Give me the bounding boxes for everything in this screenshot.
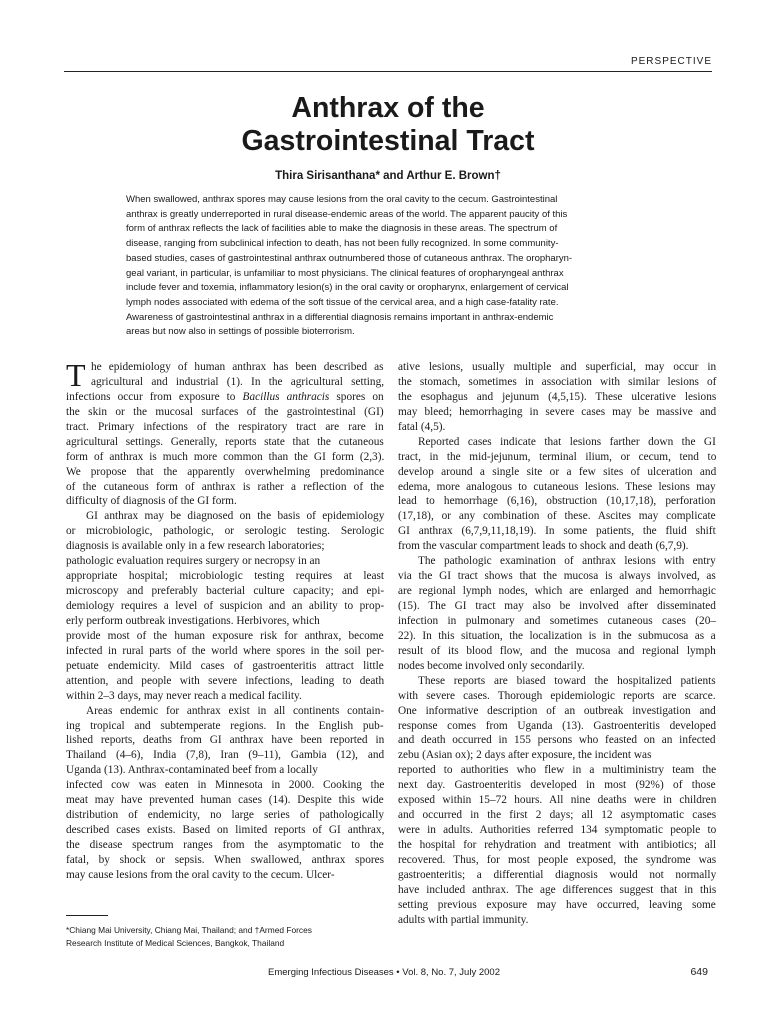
- body-column-left: [66, 357, 385, 883]
- body-text-line: diagnosis is available only in a few research laboratories;: [66, 540, 325, 553]
- body-column-right: [398, 360, 716, 928]
- body-text-line: setting previous exposure may have occurred, leaving some: [398, 898, 716, 911]
- body-text-line: attention, and people with severe infections, leading to death: [66, 674, 385, 687]
- body-text-line: recovered. Thus, for most people exposed, the syndrome was: [398, 853, 717, 866]
- body-text-line: within 2–3 days, may never reach a medical facility.: [66, 689, 302, 702]
- body-text-line: with severe cases. Thorough epidemiologic reports are scarce.: [398, 689, 716, 702]
- body-text-line: edema, more analogous to cutaneous lesions. These lesions may: [398, 480, 716, 493]
- body-text-line: were in adults. Authorities referred 134 symptomatic people to: [398, 824, 717, 837]
- body-text-line: meat may have prevented human cases (14). Despite this wide: [66, 794, 384, 807]
- abstract-line: geal variant, in particular, is unfamiliar to most physicians. The clinical features of oropharyngeal anthrax: [126, 267, 564, 279]
- body-text-line: Uganda (13). Anthrax-contaminated beef from a locally: [66, 764, 318, 777]
- abstract-line: areas but now also in settings of possible bioterrorism.: [126, 326, 355, 338]
- journal-citation: Emerging Infectious Diseases • Vol. 8, No. 7, July 2002: [268, 967, 500, 978]
- body-text-line: may cause lesions from the oral cavity to the cecum. Ulcer-: [66, 868, 335, 881]
- body-text-line: are regional lymph nodes, which are enlarged and hemorrhagic: [398, 585, 716, 598]
- page-number: 649: [690, 966, 708, 978]
- body-text-line: next day. Gastroenteritis developed in most (92%) of those: [398, 779, 716, 792]
- body-text-line: distribution of endemicity, no large series of pathologically: [66, 809, 384, 822]
- body-text-line: agricultural and industrial (1). In the agricultural setting,: [91, 375, 385, 388]
- abstract-line: Awareness of gastrointestinal anthrax in a differential diagnosis remains important in anthrax-endemic: [126, 311, 554, 323]
- article-title: [64, 92, 712, 158]
- body-text-line: nodes become involved only secondarily.: [398, 659, 585, 672]
- body-text-line: exposed within 15–72 hours. All nine deaths were in children: [398, 794, 717, 807]
- body-text-line: We propose that the apparently overwhelming predominance: [66, 465, 385, 478]
- title-line: Anthrax of the: [291, 92, 485, 124]
- body-text-line: infected in rural parts of the world where spores in the soil per-: [66, 644, 385, 657]
- body-text-line: erly perform outbreak investigations. Herbivores, which: [66, 614, 320, 627]
- body-text-line: These reports are biased toward the hospitalized patients: [418, 674, 716, 687]
- body-text-line: develop around a single site or a few sites of ulceration and: [398, 465, 717, 478]
- section-label: PERSPECTIVE: [630, 56, 712, 67]
- body-text-line: the stomach, sometimes in association with similar lesions of: [398, 375, 717, 388]
- body-text-line: demiology requires a level of suspicion and an ability to prop-: [66, 600, 385, 612]
- abstract-line: disease, ranging from subclinical infection to death, has not been fully recognized. In some community-: [126, 238, 559, 250]
- abstract-line: When swallowed, anthrax spores may cause lesions from the oral cavity to the cecum. Gastrointestinal: [126, 194, 558, 205]
- body-text-line: infected cow was eaten in Minnesota in 2000. Cooking the: [66, 779, 385, 792]
- body-text-line: Reported cases indicate that lesions farther down the GI: [418, 435, 716, 448]
- title-line: Gastrointestinal Tract: [241, 125, 535, 157]
- body-text-line: tract, in the mid-jejunum, terminal ilium, or cecum, tend to: [398, 450, 717, 463]
- body-text-line: fatal, by shock or sepsis. When swallowed, anthrax spores: [66, 853, 385, 866]
- body-text-line: gastroenteritis; a differential diagnosis would not normally: [398, 868, 717, 881]
- abstract-line: form of anthrax reflects the lack of facilities able to make the diagnosis in these areas. The spectrum of: [126, 223, 558, 235]
- body-text-line: via the GI tract shows that the mucosa is always involved, as: [398, 570, 716, 583]
- body-text-line: lead to hemorrhage (6,16), obstruction (10,17,18), perforation: [398, 495, 716, 508]
- footnote-line: *Chiang Mai University, Chiang Mai, Thailand; and †Armed Forces: [66, 925, 312, 935]
- body-text-line: ative lesions, usually multiple and superficial, may occur in: [398, 361, 717, 373]
- body-text-line: infection in pulmonary and sometimes cutaneous cases (20–: [398, 614, 716, 627]
- body-text-line: he epidemiology of human anthrax has been described as: [91, 361, 384, 373]
- author-list: Thira Sirisanthana* and Arthur E. Brown†: [275, 170, 501, 182]
- species-name: Bacillus anthracis: [242, 390, 330, 403]
- body-text-line: result of its blood flow, and the mucosa and regional lymph: [398, 644, 716, 657]
- body-text-line: fatal (4,5).: [398, 420, 446, 433]
- body-text-line: and death occurred in 155 persons who feasted on an infected: [398, 734, 716, 747]
- body-text-line: Thailand (4–6), India (7,8), Iran (9–11), Gambia (12), and: [66, 749, 385, 762]
- body-text-line: 22). In this situation, the localization is in the submucosa as a: [398, 629, 716, 642]
- body-text-line: GI anthrax (6,7,9,11,18,19). In some patients, the fluid shift: [398, 525, 716, 538]
- body-text-line: (17,18), or any combination of these. Ascites may complicate: [398, 510, 716, 523]
- body-text-line: difficulty of diagnosis of the GI form.: [66, 495, 237, 508]
- body-text-line: Areas endemic for anthrax exist in all continents contain-: [86, 704, 385, 717]
- abstract: [126, 193, 654, 340]
- body-text-line: One informative description of an outbreak investigation and: [398, 704, 716, 717]
- body-text-line: have included anthrax. The age differences suggest that in this: [398, 883, 717, 896]
- affiliation-footnote: [66, 924, 396, 949]
- body-text-line: response comes from Uganda (13). Gastroenteritis developed: [398, 719, 716, 732]
- body-text-line: the hospital for rehydration and treatment with antibiotics; all: [398, 839, 716, 851]
- body-text-line: (15). The GI tract may also be involved after disseminated: [398, 600, 716, 612]
- body-text-line: or microbiologic, pathologic, or serologic testing. Serologic: [66, 525, 385, 538]
- body-text-line: provide most of the human exposure risk for anthrax, become: [66, 629, 384, 642]
- body-text-line: the esophagus and jejunum (4,5,15). These ulcerative lesions: [398, 390, 717, 403]
- body-text-line: and occurred in the first 2 days; all 12 asymptomatic cases: [398, 809, 717, 822]
- abstract-line: lymph nodes associated with edema of the soft tissue of the cervical area, and a high case-fatality rate.: [126, 296, 559, 308]
- body-text-line: ing tropical and subtemperate regions. In the English pub-: [66, 719, 384, 732]
- body-text-line: infections occur from exposure to Bacillus anthracis spores on: [66, 390, 384, 403]
- body-text-line: pathologic evaluation requires surgery or necropsy in an: [66, 555, 321, 568]
- body-text-line: GI anthrax may be diagnosed on the basis of epidemiology: [86, 510, 385, 523]
- body-text-line: described cases exists. Based on limited reports of GI anthrax,: [66, 824, 385, 837]
- header-rule: [64, 71, 712, 72]
- body-text-line: appropriate hospital; microbiologic testing requires at least: [66, 570, 385, 583]
- body-text-line: microscopy and preferably bacterial culture capacity; and epi-: [66, 585, 385, 598]
- body-text-line: may bleed; hemorrhaging in severe cases may be massive and: [398, 405, 717, 418]
- body-text-line: the skin or the mucosal surfaces of the gastrointestinal (GI): [66, 405, 384, 418]
- body-text-line: the disease spectrum ranges from the asymptomatic to the: [66, 839, 384, 851]
- abstract-line: anthrax is greatly underreported in rural disease-endemic areas of the world. The apparent paucity of this: [126, 208, 568, 220]
- body-text-line: adults with partial immunity.: [398, 913, 529, 926]
- body-text-line: form of anthrax is much more common than the GI form (2,3).: [66, 450, 385, 463]
- body-text-line: petuate endemicity. Mild cases of gastroenteritis attract little: [66, 659, 384, 672]
- footnote-rule: [66, 915, 108, 916]
- drop-cap: T: [66, 357, 86, 393]
- body-text-line: The pathologic examination of anthrax lesions with entry: [418, 555, 716, 568]
- body-text-line: tract. Primary infections of the respiratory tract are rare in: [66, 420, 384, 433]
- abstract-line: based studies, cases of gastrointestinal anthrax outnumbered those of cutaneous anthrax. The oropharyn-: [126, 252, 573, 264]
- body-text-line: agricultural settings. Generally, reports state that the cutaneous: [66, 435, 384, 448]
- body-text-line: from the vascular compartment leads to shock and death (6,7,9).: [398, 540, 689, 553]
- body-text-line: lished reports, deaths from GI anthrax have been reported in: [66, 734, 385, 747]
- abstract-line: include fever and toxemia, inflammatory lesion(s) in the oral cavity or oropharynx, enlargement of cervical: [126, 282, 569, 294]
- body-text-line: zebu (Asian ox); 2 days after exposure, the incident was: [398, 749, 652, 762]
- body-text-line: of the cutaneous form of anthrax is rather a reflection of the: [66, 480, 385, 493]
- body-text-line: reported to authorities who flew in a multiministry team the: [398, 764, 717, 777]
- footnote-line: Research Institute of Medical Sciences, Bangkok, Thailand: [66, 937, 285, 948]
